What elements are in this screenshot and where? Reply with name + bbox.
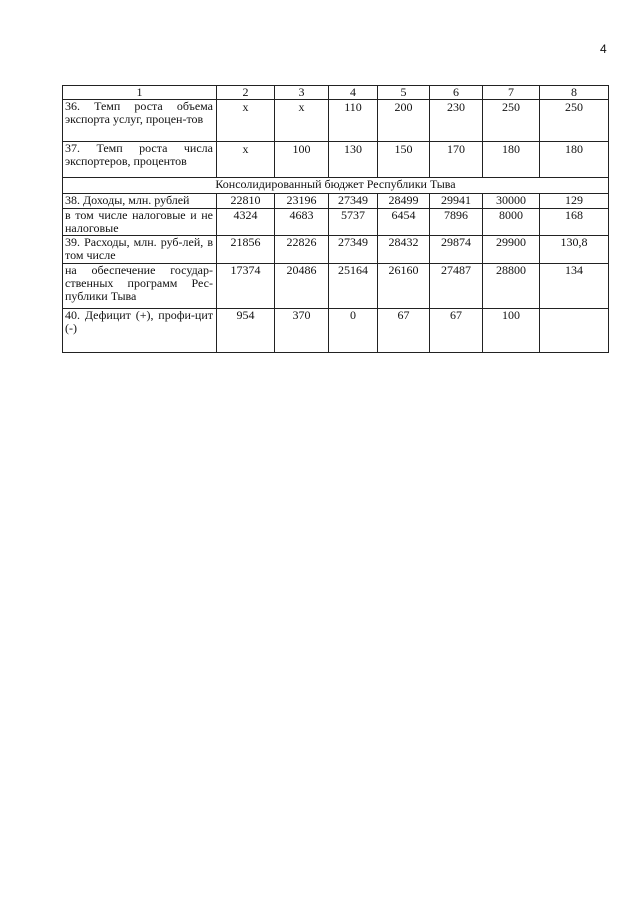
row-label: 37. Темп роста числа экспортеров, процентов xyxy=(63,142,217,178)
value-cell: 954 xyxy=(217,309,275,353)
value-cell: 29874 xyxy=(430,236,483,264)
table-row xyxy=(63,209,609,236)
value-cell: 150 xyxy=(378,142,430,178)
header-cell: 1 xyxy=(63,86,217,100)
value-cell: 7896 xyxy=(430,209,483,236)
value-cell: 250 xyxy=(540,100,609,142)
row-label: на обеспечение государ-ственных программ Рес-публики Тыва xyxy=(63,264,217,309)
indicators-table xyxy=(62,85,609,353)
value-cell: 130,8 xyxy=(540,236,609,264)
value-cell: 170 xyxy=(430,142,483,178)
value-cell: 29941 xyxy=(430,194,483,209)
value-cell: 26160 xyxy=(378,264,430,309)
value-cell: 129 xyxy=(540,194,609,209)
value-cell: 21856 xyxy=(217,236,275,264)
value-cell: 67 xyxy=(430,309,483,353)
value-cell: 28800 xyxy=(483,264,540,309)
value-cell: 134 xyxy=(540,264,609,309)
value-cell: 27349 xyxy=(329,236,378,264)
value-cell: 250 xyxy=(483,100,540,142)
row-label: 40. Дефицит (+), профи-цит (-) xyxy=(63,309,217,353)
header-cell: 7 xyxy=(483,86,540,100)
row-label: 39. Расходы, млн. руб-лей, в том числе xyxy=(63,236,217,264)
value-cell: 28432 xyxy=(378,236,430,264)
row-label: в том числе налоговые и не налоговые xyxy=(63,209,217,236)
page-number: 4 xyxy=(600,42,607,56)
value-cell: 25164 xyxy=(329,264,378,309)
value-cell: 20486 xyxy=(275,264,329,309)
header-cell: 5 xyxy=(378,86,430,100)
header-cell: 4 xyxy=(329,86,378,100)
value-cell: 17374 xyxy=(217,264,275,309)
value-cell xyxy=(540,309,609,353)
table-row xyxy=(63,100,609,142)
header-cell: 8 xyxy=(540,86,609,100)
table-row xyxy=(63,142,609,178)
table-row xyxy=(63,236,609,264)
value-cell: 180 xyxy=(540,142,609,178)
value-cell: 100 xyxy=(275,142,329,178)
value-cell: 110 xyxy=(329,100,378,142)
value-cell: 100 xyxy=(483,309,540,353)
value-cell: х xyxy=(217,100,275,142)
section-row xyxy=(63,178,609,194)
value-cell: 29900 xyxy=(483,236,540,264)
header-cell: 2 xyxy=(217,86,275,100)
value-cell: 27349 xyxy=(329,194,378,209)
value-cell: 67 xyxy=(378,309,430,353)
value-cell: 23196 xyxy=(275,194,329,209)
value-cell: 230 xyxy=(430,100,483,142)
header-cell: 6 xyxy=(430,86,483,100)
value-cell: 4324 xyxy=(217,209,275,236)
header-cell: 3 xyxy=(275,86,329,100)
table-row xyxy=(63,309,609,353)
value-cell: 370 xyxy=(275,309,329,353)
value-cell: х xyxy=(275,100,329,142)
value-cell: 22826 xyxy=(275,236,329,264)
value-cell: 6454 xyxy=(378,209,430,236)
value-cell: 0 xyxy=(329,309,378,353)
value-cell: 168 xyxy=(540,209,609,236)
row-label: 36. Темп роста объема экспорта услуг, процен-тов xyxy=(63,100,217,142)
value-cell: 8000 xyxy=(483,209,540,236)
value-cell: 180 xyxy=(483,142,540,178)
value-cell: 4683 xyxy=(275,209,329,236)
row-label: 38. Доходы, млн. рублей xyxy=(63,194,217,209)
section-title: Консолидированный бюджет Республики Тыва xyxy=(63,178,609,194)
value-cell: 5737 xyxy=(329,209,378,236)
value-cell: 130 xyxy=(329,142,378,178)
value-cell: 200 xyxy=(378,100,430,142)
value-cell: х xyxy=(217,142,275,178)
table-header-row xyxy=(63,86,609,100)
value-cell: 30000 xyxy=(483,194,540,209)
table-row xyxy=(63,194,609,209)
value-cell: 28499 xyxy=(378,194,430,209)
table-row xyxy=(63,264,609,309)
value-cell: 27487 xyxy=(430,264,483,309)
value-cell: 22810 xyxy=(217,194,275,209)
